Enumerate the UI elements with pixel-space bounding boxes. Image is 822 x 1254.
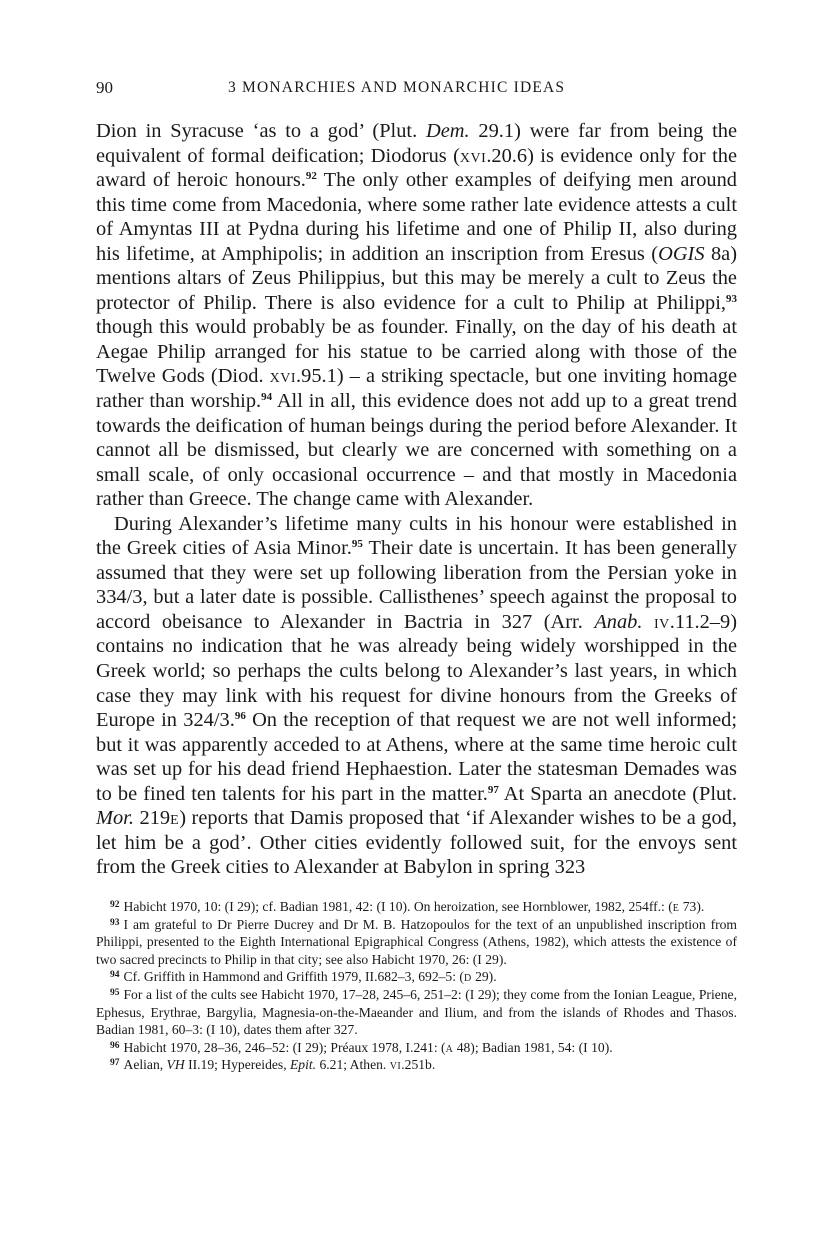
chapter-title: 3 MONARCHIES AND MONARCHIC IDEAS: [228, 79, 566, 96]
small-caps-text: e: [672, 898, 680, 914]
italic-citation: Mor.: [96, 807, 134, 830]
footnote-reference[interactable]: 95: [351, 538, 363, 551]
footnote-number: 92: [110, 899, 120, 910]
italic-citation: OGIS: [658, 242, 705, 265]
small-caps-text: a: [445, 1039, 454, 1055]
footnote-reference[interactable]: 94: [261, 391, 273, 404]
footnote: $^{94}$ Cf. Griffith in Hammond and Griffith 1979, II.682–3, 692–5: (d 29).: [110, 969, 497, 985]
small-caps-text: e: [170, 807, 180, 830]
footnote-number: 94: [110, 970, 120, 981]
page-number: 90: [96, 78, 113, 97]
footnote-reference[interactable]: 92: [305, 170, 317, 183]
footnote: $^{93}$ I am grateful to Dr Pierre Ducrey and Dr M. B. Hatzopoulos for the text of an unpublished inscription from Philippi, presented to the Eighth International Epigraphical Congress (Athens, 1982), which attests the existence of two sacred precincts to Philip in that city; see also Habicht 1970, 26: (I 29).: [96, 916, 737, 967]
footnotes: [96, 898, 737, 1074]
footnote-reference[interactable]: 93: [726, 292, 737, 305]
footnote-number: 95: [110, 987, 120, 998]
body-paragraph: Dion in Syracuse ‘as to a god’ (Plut. Dem. 29.1) were far from being the equivalent of formal deification; Diodorus (xvi.20.6) is evidence only for the award of heroic honours.$^{92}$ The only other examples of deifying men around this time come from Macedonia, where some rather late evidence attests a cult of Amyntas III at Pydna during his lifetime and one of Philip II, also during his lifetime, at Amphipolis; in addition an inscription from Eresus (OGIS 8a) mentions altars of Zeus Philippius, but this may be merely a cult to Zeus the protector of Philip. There is also evidence for a cult to Philip at Philippi,$^{93}$ though this would probably be as founder. Finally, on the day of his death at Aegae Philip arranged for his statue to be carried along with those of the Twelve Gods (Diod. xvi.95.1) – a striking spectacle, but one inviting homage rather than worship.$^{94}$ All in all, this evidence does not add up to a great trend towards the deification of human beings during the period before Alexander. It cannot all be dismissed, but clearly we are concerned with something on a small scale, of only occasional occurrence – and that mostly in Macedonia rather than Greece. The change came with Alexander.: [96, 120, 738, 511]
italic-citation: VH: [166, 1057, 185, 1073]
footnote: $^{95}$ For a list of the cults see Habicht 1970, 17–28, 245–6, 251–2: (I 29); they come from the Ionian League, Priene, Ephesus, Erythrae, Bargylia, Magnesia-on-the-Maeander and Ilium, and from the islands of Rhodes and Thasos. Badian 1981, 60–3: (I 10), dates them after 327.: [96, 986, 737, 1038]
small-caps-text: vi: [389, 1057, 402, 1073]
footnote: $^{96}$ Habicht 1970, 28–36, 246–52: (I 29); Préaux 1978, I.241: (a 48); Badian 1981, 54: (I 10).: [110, 1039, 613, 1055]
small-caps-text: iv: [654, 610, 670, 633]
footnote-number: 93: [110, 917, 120, 928]
small-caps-text: xvi: [269, 365, 297, 388]
footnote-number: 97: [110, 1058, 120, 1069]
small-caps-text: xvi: [459, 144, 487, 167]
footnote: $^{97}$ Aelian, VH II.19; Hypereides, Epit. 6.21; Athen. vi.251b.: [110, 1057, 436, 1073]
footnote-reference[interactable]: 97: [487, 783, 499, 796]
body-paragraph: During Alexander’s lifetime many cults in his honour were established in the Greek cities of Asia Minor.$^{95}$ Their date is uncertain. It has been generally assumed that they were set up following liberation from the Persian yoke in 334/3, but a later date is possible. Callisthenes’ speech against the proposal to accord obeisance to Alexander in Bactria in 327 (Arr. Anab. iv.11.2–9) contains no indication that he was already being widely worshipped in the Greek world; so perhaps the cults belong to Alexander’s last years, in which case they may link with his request for divine honours from the Greeks of Europe in 324/3.96 On the reception of that request we are not well informed; but it was apparently acceded to at Athens, where at the same time heroic cult was set up for his dead friend Hephaestion. Later the statesman Demades was to be fined ten talents for his part in the matter.$^{97}$ At Sparta an anecdote (Plut. Mor. 219e) reports that Damis proposed that ‘if Alexander wishes to be a god, let him be a god’. Other cities evidently followed suit, for the envoys sent from the Greek cities to Alexander at Babylon in spring 323: [96, 512, 738, 879]
small-caps-text: d: [463, 969, 472, 985]
book-page: [96, 78, 737, 1074]
italic-citation: Dem.: [426, 120, 470, 142]
footnote-number: 96: [110, 1040, 120, 1051]
body-text: [96, 119, 737, 880]
footnote: $^{92}$ Habicht 1970, 10: (I 29); cf. Badian 1981, 42: (I 10). On heroization, see Hornblower, 1982, 254ff.: (e 73).: [110, 898, 705, 914]
italic-citation: Epit.: [290, 1057, 317, 1073]
footnote-reference[interactable]: 96: [234, 710, 246, 723]
running-head: [96, 78, 737, 102]
italic-citation: Anab.: [594, 610, 643, 633]
